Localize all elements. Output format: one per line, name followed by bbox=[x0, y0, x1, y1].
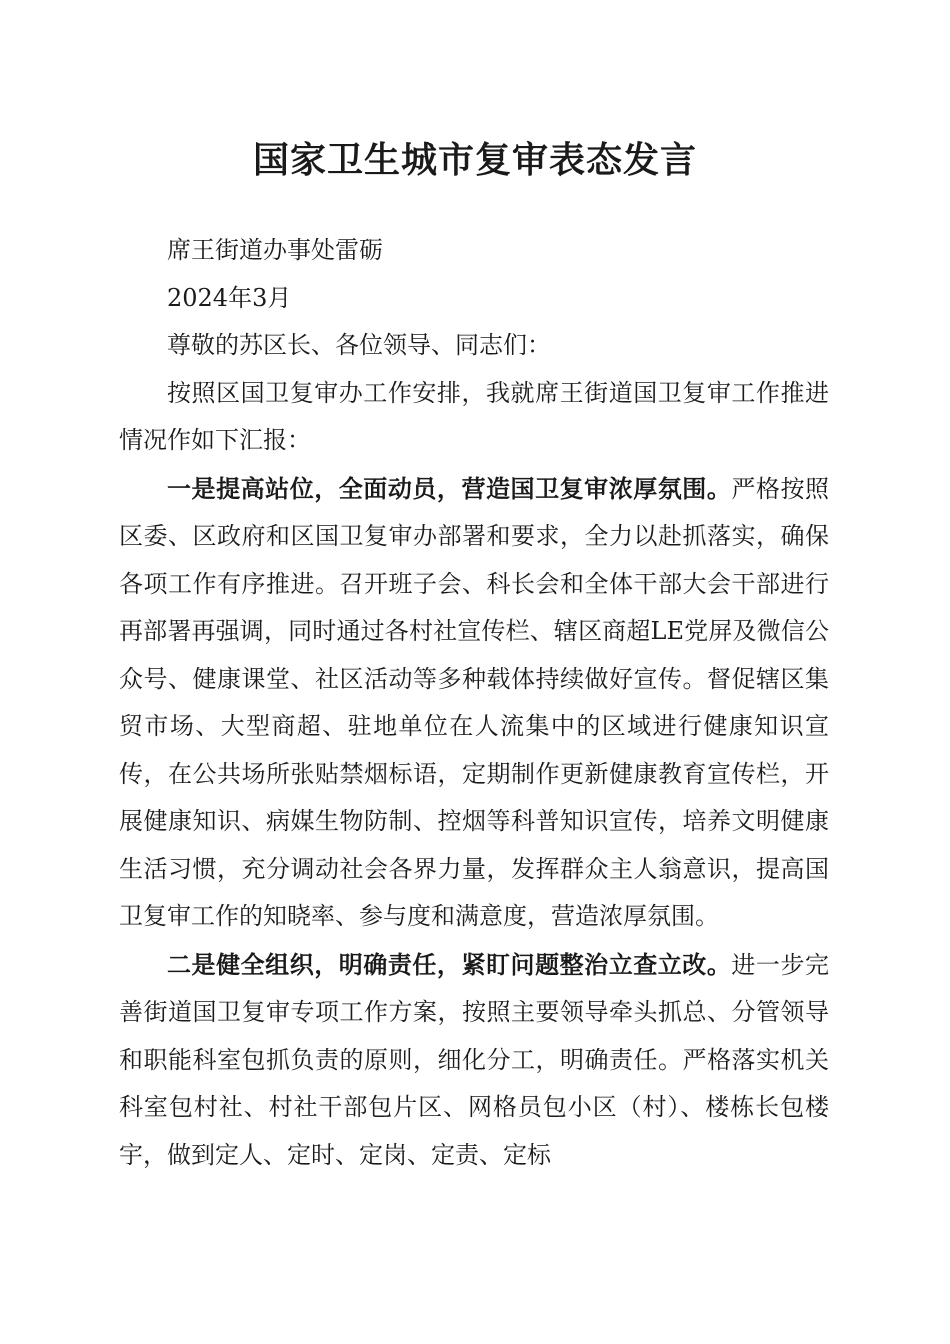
document-title: 国家卫生城市复审表态发言 bbox=[252, 139, 697, 181]
author-line: 席王街道办事处雷砺 bbox=[167, 236, 383, 264]
section-1-paragraph bbox=[119, 465, 829, 941]
section-1-text: 严格按照区委、区政府和区国卫复审办部署和要求，全力以赴抓落实，确保各项工作有序推进。召开班子会、科长会和全体干部大会干部进行再部署再强调，同时通过各村社宣传栏、辖区商超LE党屏及微信公众号、健康课堂、社区活动等多种载体持续做好宣传。督促辖区集贸市场、大型商超、驻地单位在人流集中的区域进行健康知识宣传，在公共场所张贴禁烟标语，定期制作更新健康教育宣传栏，开展健康知识、病媒生物防制、控烟等科普知识宣传，培养文明健康生活习惯，充分调动社会各界力量，发挥群众主人翁意识，提高国卫复审工作的知晓率、参与度和满意度，营造浓厚氛围。 bbox=[119, 474, 830, 930]
section-1-lead: 一是提高站位，全面动员，营造国卫复审浓厚氛围。 bbox=[167, 473, 732, 503]
section-2-text: 进一步完善街道国卫复审专项工作方案，按照主要领导牵头抓总、分管领导和职能科室包抓负责的原则，细化分工，明确责任。严格落实机关科室包村社、村社干部包片区、网格员包小区（村）、楼栋长包楼宇，做到定人、定时、定岗、定责、定标 bbox=[119, 950, 830, 1169]
intro-paragraph: 按照区国卫复审办工作安排，我就席王街道国卫复审工作推进情况作如下汇报： bbox=[119, 378, 829, 454]
section-2-lead: 二是健全组织，明确责任，紧盯问题整治立查立改。 bbox=[167, 949, 732, 979]
section-2-paragraph bbox=[119, 941, 829, 1180]
document-body bbox=[119, 227, 829, 1179]
salutation: 尊敬的苏区长、各位领导、同志们： bbox=[167, 331, 551, 359]
date-line: 2024年3月 bbox=[167, 283, 292, 312]
